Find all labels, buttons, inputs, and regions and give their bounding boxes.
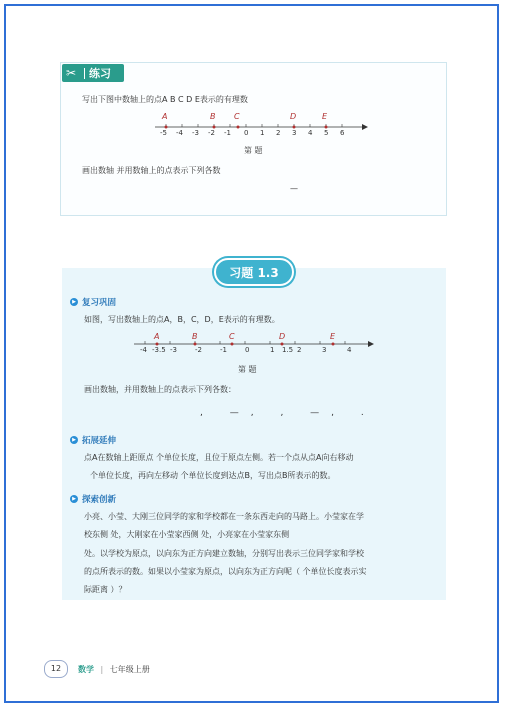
page-number: 12 [44,660,68,678]
nl1-tick-label: -2 [208,129,215,137]
explore-line: 校东侧 处，大刚家在小莹家西侧 处，小亮家在小莹家东侧 [84,530,290,539]
extend-line: 点A在数轴上距原点 个单位长度，且位于原点左侧。若一个点从点A向右移动 [84,453,354,462]
nl2-tick-label: 1.5 [282,346,294,354]
nl1-point-label: D [290,112,297,121]
nl1-point-label: E [322,112,328,121]
nl2-tick-label: 0 [245,346,250,354]
footer-grade: 七年级上册 [109,665,150,674]
nl1-caption: 第 题 [244,146,263,155]
nl1-tick-label: 5 [324,129,329,137]
number-line-2 [130,332,375,358]
nl1-tick-label: -1 [224,129,231,137]
nl2-tick-label: -3 [170,346,177,354]
nl2-tick-label: 3 [322,346,327,354]
explore-line: 际距离 ）？ [84,585,127,594]
nl1-tick-label: 0 [244,129,249,137]
practice-q1: 写出下图中数轴上的点A B C D E表示的有理数 [82,95,248,104]
practice-q2-values: — [290,184,298,193]
nl1-tick-label: -3 [192,129,199,137]
practice-q2: 画出数轴 并用数轴上的点表示下列各数 [82,166,221,175]
nl1-tick-label: 6 [340,129,345,137]
nl2-tick-label: 2 [297,346,302,354]
review-q1: 如图，写出数轴上的点A，B，C，D，E表示的有理数。 [84,315,280,324]
play-bullet-icon: ▶ [70,436,78,444]
extend-line: 个单位长度，再向左移动 个单位长度到达点B，写出点B所表示的数。 [90,471,336,480]
nl1-tick-label: 3 [292,129,297,137]
number-line-1 [150,112,370,142]
nl1-point-label: A [162,112,168,121]
nl1-point-label: B [210,112,216,121]
section-review [70,296,116,308]
nl2-point-label: A [154,332,160,341]
footer-book: 数学 | 七年级上册 [78,665,150,674]
nl2-caption: 第 题 [238,365,257,374]
practice-header [62,64,124,82]
nl1-point-label: C [234,112,240,121]
section-review-heading: 复习巩固 [82,298,117,308]
nl2-point-label: C [229,332,235,341]
nl2-point-label: B [192,332,198,341]
nl2-tick-label: -1 [220,346,227,354]
explore-line: 小亮、小莹、大刚三位同学的家和学校都在一条东西走向的马路上。小莹家在学 [84,512,364,521]
exercise-title: 习题 1.3 [214,258,294,286]
review-q2-values: , —, , —, . [200,408,376,418]
review-q2: 画出数轴，并用数轴上的点表示下列各数： [84,385,236,394]
section-extend [70,434,116,446]
nl1-tick-label: -4 [176,129,183,137]
nl2-tick-label: -4 [140,346,147,354]
explore-line: 处。以学校为原点，以向东为正方向建立数轴，分别写出表示三位同学家和学校 [84,549,364,558]
nl2-point-label: E [330,332,336,341]
play-bullet-icon: ▶ [70,298,78,306]
footer-subject: 数学 [78,665,94,674]
section-extend-heading: 拓展延伸 [82,436,117,446]
practice-title: 练习 [89,67,111,80]
nl2-tick-label: 4 [347,346,352,354]
explore-line: 的点所表示的数。如果以小莹家为原点，以向东为正方向呢（ 个单位长度表示实 [84,567,367,576]
header-divider [84,68,85,79]
nl2-tick-label: -2 [195,346,202,354]
nl1-tick-label: 2 [276,129,281,137]
section-explore-heading: 探索创新 [82,495,117,505]
nl2-tick-label: -3.5 [152,346,166,354]
nl2-tick-label: 1 [270,346,275,354]
nl2-point-label: D [279,332,286,341]
number-line-1-ticks [166,124,342,127]
nl1-tick-label: -5 [160,129,167,137]
nl1-tick-label: 4 [308,129,313,137]
nl1-tick-label: 1 [260,129,265,137]
section-explore [70,493,116,505]
play-bullet-icon: ▶ [70,495,78,503]
crossed-tools-icon: ✂ [65,66,77,80]
